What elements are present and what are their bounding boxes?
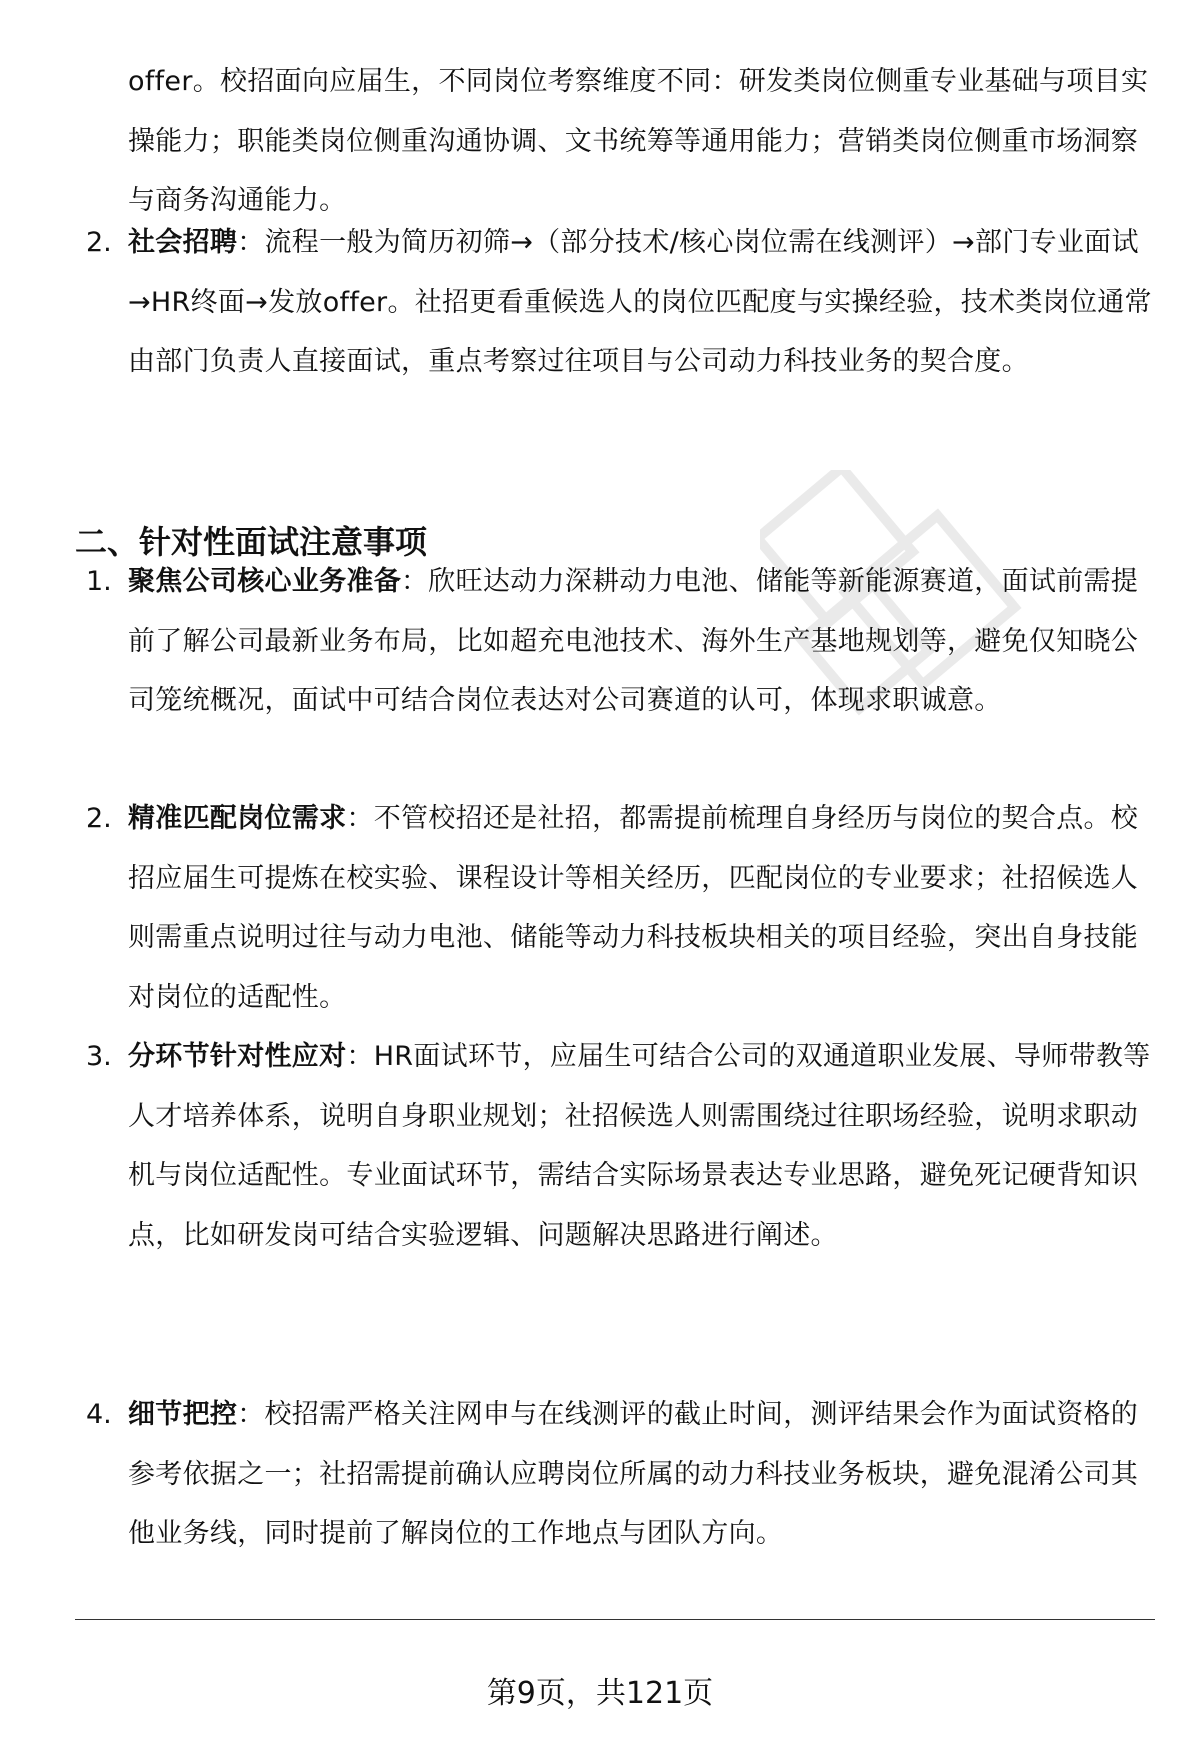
- list-bold-title: 聚焦公司核心业务准备: [128, 566, 401, 597]
- list-text: [128, 1385, 1153, 1564]
- list-text: [128, 789, 1153, 1027]
- list-body: ：欣旺达动力深耕动力电池、储能等新能源赛道，面试前需提前了解公司最新业务布局，比如超充电池技术、海外生产基地规划等，避免仅知晓公司笼统概况，面试中可结合岗位表达对公司赛道的认可，体现求职诚意。: [128, 566, 1139, 716]
- list-bold-title: 细节把控: [128, 1399, 238, 1430]
- list-number: 2.: [86, 227, 112, 258]
- list-number: 1.: [86, 566, 112, 597]
- section-heading: 二、针对性面试注意事项: [75, 523, 428, 561]
- list-body: ：校招需严格关注网申与在线测评的截止时间，测评结果会作为面试资格的参考依据之一；社招需提前确认应聘岗位所属的动力科技业务板块，避免混淆公司其他业务线，同时提前了解岗位的工作地点与团队方向。: [128, 1399, 1139, 1549]
- list-bold-title: 精准匹配岗位需求: [128, 803, 347, 834]
- footer-divider: [75, 1619, 1155, 1620]
- list-number: 4.: [86, 1399, 112, 1430]
- list-bold-title: 分环节针对性应对: [128, 1041, 347, 1072]
- list-body: ：HR面试环节，应届生可结合公司的双通道职业发展、导师带教等人才培养体系，说明自身职业规划；社招候选人则需围绕过往职场经验，说明求职动机与岗位适配性。专业面试环节，需结合实际场景表达专业思路，避免死记硬背知识点，比如研发岗可结合实验逻辑、问题解决思路进行阐述。: [128, 1041, 1151, 1251]
- list-text: [128, 552, 1153, 731]
- list-text: [128, 1027, 1153, 1265]
- list-number: 3.: [86, 1041, 112, 1072]
- list-bold-title: 社会招聘: [128, 227, 238, 258]
- list-number: 2.: [86, 803, 112, 834]
- list-body: ：流程一般为简历初筛→（部分技术/核心岗位需在线测评）→部门专业面试→HR终面→发放offer。社招更看重候选人的岗位匹配度与实操经验，技术类岗位通常由部门负责人直接面试，重点考察过往项目与公司动力科技业务的契合度。: [128, 227, 1152, 377]
- page-number: 第9页，共121页: [486, 1676, 714, 1711]
- intro-paragraph: offer。校招面向应届生，不同岗位考察维度不同：研发类岗位侧重专业基础与项目实操能力；职能类岗位侧重沟通协调、文书统筹等通用能力；营销类岗位侧重市场洞察与商务沟通能力。: [128, 66, 1149, 216]
- list-text: [128, 213, 1153, 392]
- list-body: ：不管校招还是社招，都需提前梳理自身经历与岗位的契合点。校招应届生可提炼在校实验、课程设计等相关经历，匹配岗位的专业要求；社招候选人则需重点说明过往与动力电池、储能等动力科技板块相关的项目经验，突出自身技能对岗位的适配性。: [128, 803, 1139, 1013]
